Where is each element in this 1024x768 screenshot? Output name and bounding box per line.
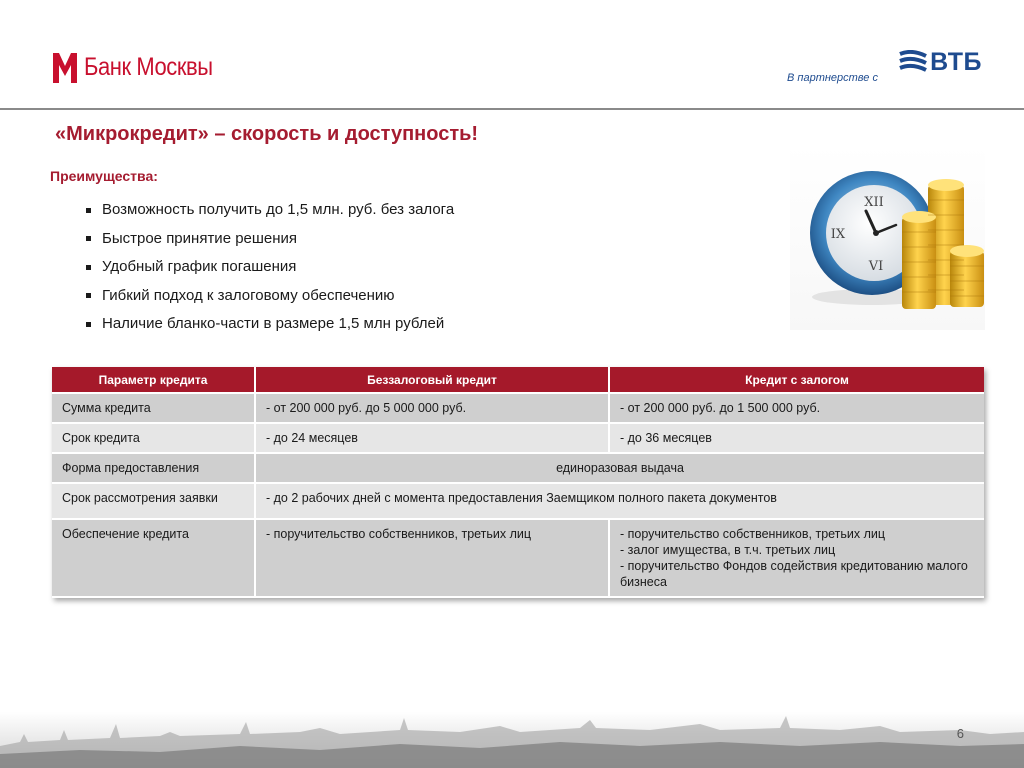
vtb-name: ВТБ [930, 48, 982, 76]
svg-text:XII: XII [864, 195, 884, 210]
table-row [52, 519, 984, 597]
list-item: Быстрое принятие решения [86, 225, 454, 254]
bullet-icon [86, 208, 91, 213]
table-cell: - до 24 месяцев [255, 423, 609, 453]
partner-caption: В партнерстве с [787, 72, 878, 84]
table-cell: - от 200 000 руб. до 1 500 000 руб. [609, 393, 984, 423]
page-number: 6 [956, 726, 964, 741]
bullet-icon [86, 236, 91, 241]
table-row [52, 483, 984, 519]
table-row [52, 453, 984, 483]
vtb-logo-icon [898, 50, 928, 76]
credit-parameters-table [52, 367, 984, 598]
table-row [52, 423, 984, 453]
list-item: Наличие бланко-части в размере 1,5 млн рублей [86, 310, 454, 339]
list-item: Удобный график погашения [86, 253, 454, 282]
bank-name: Банк Москвы [84, 52, 213, 81]
clock-coins-illustration [790, 145, 985, 330]
slide-title: «Микрокредит» – скорость и доступность! [55, 123, 479, 145]
bullet-icon [86, 293, 91, 298]
table-cell: - от 200 000 руб. до 5 000 000 руб. [255, 393, 609, 423]
advantages-heading: Преимущества: [50, 168, 158, 184]
table-cell: Сумма кредита [52, 393, 255, 423]
bullet-icon [86, 265, 91, 270]
bullet-icon [86, 322, 91, 327]
column-header: Параметр кредита [52, 367, 255, 393]
table-cell: единоразовая выдача [255, 453, 984, 483]
list-item: Гибкий подход к залоговому обеспечению [86, 282, 454, 311]
svg-text:VI: VI [868, 259, 884, 274]
city-skyline-image [0, 712, 1024, 768]
clock-icon [790, 145, 985, 330]
vtb-logo [898, 48, 982, 77]
header-divider [0, 108, 1024, 110]
table-cell: - поручительство собственников, третьих лиц - залог имущества, в т.ч. третьих лиц - поручительство Фондов содействия кредитованию малого бизнеса [609, 519, 984, 597]
column-header: Беззалоговый кредит [255, 367, 609, 393]
slide-header [0, 0, 1024, 110]
advantages-list [86, 196, 454, 339]
table-cell: - поручительство собственников, третьих лиц [255, 519, 609, 597]
table-cell: - до 2 рабочих дней с момента предоставления Заемщиком полного пакета документов [255, 483, 984, 519]
table-row [52, 393, 984, 423]
table-cell: Срок кредита [52, 423, 255, 453]
table-cell: Форма предоставления [52, 453, 255, 483]
table-cell: - до 36 месяцев [609, 423, 984, 453]
bank-logo-icon [52, 50, 78, 84]
list-item: Возможность получить до 1,5 млн. руб. без залога [86, 196, 454, 225]
svg-text:IX: IX [830, 227, 846, 242]
table-cell: Срок рассмотрения заявки [52, 483, 255, 519]
bank-of-moscow-logo [52, 50, 230, 84]
table-cell: Обеспечение кредита [52, 519, 255, 597]
table-header-row [52, 367, 984, 393]
column-header: Кредит с залогом [609, 367, 984, 393]
